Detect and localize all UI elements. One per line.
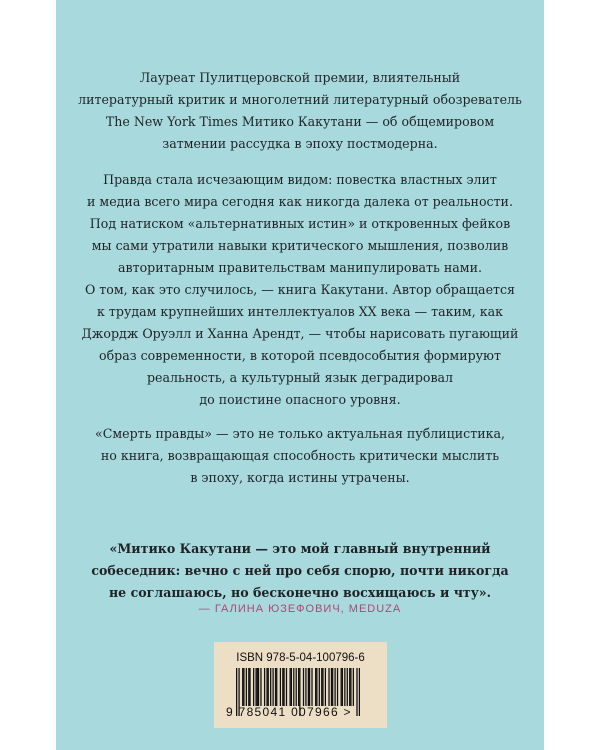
barcode-bar xyxy=(356,668,357,716)
barcode-bar xyxy=(342,668,343,706)
text-line: Под натиском «альтернативных истин» и откровенных фейков xyxy=(89,216,511,231)
barcode-bar xyxy=(337,668,338,706)
text-line: авторитарным правительствам манипулировать нами. xyxy=(118,260,482,275)
text-line: Правда стала исчезающим видом: повестка властных элит xyxy=(103,172,497,187)
barcode-bar xyxy=(332,668,333,706)
barcode-bar xyxy=(246,668,247,706)
barcode-bar xyxy=(341,668,342,706)
quote-line: не соглашаюсь, но бесконечно восхищаюсь и чту». xyxy=(108,585,492,600)
text-line: затмении рассудка в эпоху постмодерна. xyxy=(162,136,438,151)
barcode-bar xyxy=(258,668,259,706)
blurb-paragraph-2 xyxy=(56,169,544,411)
barcode-bar xyxy=(293,668,294,706)
barcode-bar xyxy=(315,668,316,706)
text-line: реальность, а культурный язык деградировал xyxy=(146,370,454,385)
barcode-bar xyxy=(255,668,256,706)
barcode-bar xyxy=(276,668,277,706)
barcode-bar xyxy=(322,668,323,706)
barcode-bar xyxy=(268,668,269,706)
quote-line: «Митико Какутани — это мой главный внутренний xyxy=(109,541,491,556)
barcode-bar xyxy=(243,668,244,706)
text-line: образ современности, в которой псевдособытия формируют xyxy=(99,348,501,363)
review-quote xyxy=(56,538,544,604)
barcode-bar xyxy=(257,668,258,706)
barcode-bar xyxy=(359,668,360,716)
text-line: «Смерть правды» — это не только актуальная публицистика, xyxy=(95,426,505,441)
barcode-bar xyxy=(303,668,304,706)
barcode-bar xyxy=(347,668,348,706)
text-line: к трудам крупнейших интеллектуалов XX века — таким, как xyxy=(97,304,503,319)
barcode-bar xyxy=(249,668,250,706)
isbn-label: ISBN 978-5-04-100796-6 xyxy=(236,652,365,664)
barcode-bar xyxy=(260,668,261,706)
barcode-bar xyxy=(334,668,335,706)
text-line: литературный критик и многолетний литературный обозреватель xyxy=(78,92,522,107)
barcode-bar xyxy=(305,668,306,706)
barcode-bar xyxy=(286,668,287,706)
quote-attribution: — ГАЛИНА ЮЗЕФОВИЧ, MEDUZA xyxy=(198,603,402,615)
text-line: но книга, возвращающая способность критически мыслить xyxy=(100,448,500,463)
barcode-bar xyxy=(349,668,350,706)
barcode-bar xyxy=(296,668,297,706)
barcode-bar xyxy=(311,668,312,706)
barcode-bar xyxy=(275,668,276,706)
barcode-bar xyxy=(280,668,281,706)
text-line: в эпоху, когда истины утрачены. xyxy=(190,470,410,485)
book-back-cover xyxy=(56,0,544,750)
barcode-bar xyxy=(350,668,351,706)
barcode-bar xyxy=(319,668,320,706)
barcode-digits: 9 785041 007966 > xyxy=(226,705,352,719)
barcode-bar xyxy=(282,668,283,706)
barcode-bar xyxy=(328,668,329,706)
barcode-bar xyxy=(291,668,292,706)
barcode-bar xyxy=(283,668,284,706)
blurb-paragraph-3 xyxy=(56,423,544,489)
barcode-bar xyxy=(253,668,254,706)
barcode-bar xyxy=(264,668,265,706)
barcode-bar xyxy=(308,668,309,706)
barcode-bar xyxy=(344,668,345,706)
barcode-bar xyxy=(316,668,317,706)
isbn-barcode-box xyxy=(214,642,387,728)
quote-line: собеседник: вечно с ней про себя спорю, почти никогда xyxy=(91,563,509,578)
blurb-paragraph-1 xyxy=(56,67,544,155)
barcode-bar xyxy=(353,668,354,706)
text-line: О том, как это случилось, — книга Какутани. Автор обращается xyxy=(84,282,515,297)
text-line: Джордж Оруэлл и Ханна Арендт, — чтобы нарисовать пугающий xyxy=(81,326,519,341)
barcode-bar xyxy=(298,668,299,706)
text-line: мы сами утратили навыки критического мышления, позволив xyxy=(91,238,509,253)
text-line: до поистине опасного уровня. xyxy=(199,392,401,407)
barcode-bar xyxy=(331,668,332,706)
text-line: и медиа всего мира сегодня как никогда далека от реальности. xyxy=(87,194,513,209)
barcode-bar xyxy=(266,668,267,706)
barcode-bar xyxy=(270,668,271,706)
barcode-bar xyxy=(325,668,326,706)
barcode-bar xyxy=(248,668,249,706)
text-line: The New York Times Митико Какутани — об общемировом xyxy=(105,114,495,129)
barcode-bar xyxy=(321,668,322,706)
barcode-bar xyxy=(242,668,243,706)
barcode-bar xyxy=(272,668,273,706)
text-line: Лауреат Пулитцеровской премии, влиятельный xyxy=(139,70,461,85)
barcode-bar xyxy=(289,668,290,706)
barcode-bar xyxy=(309,668,310,706)
